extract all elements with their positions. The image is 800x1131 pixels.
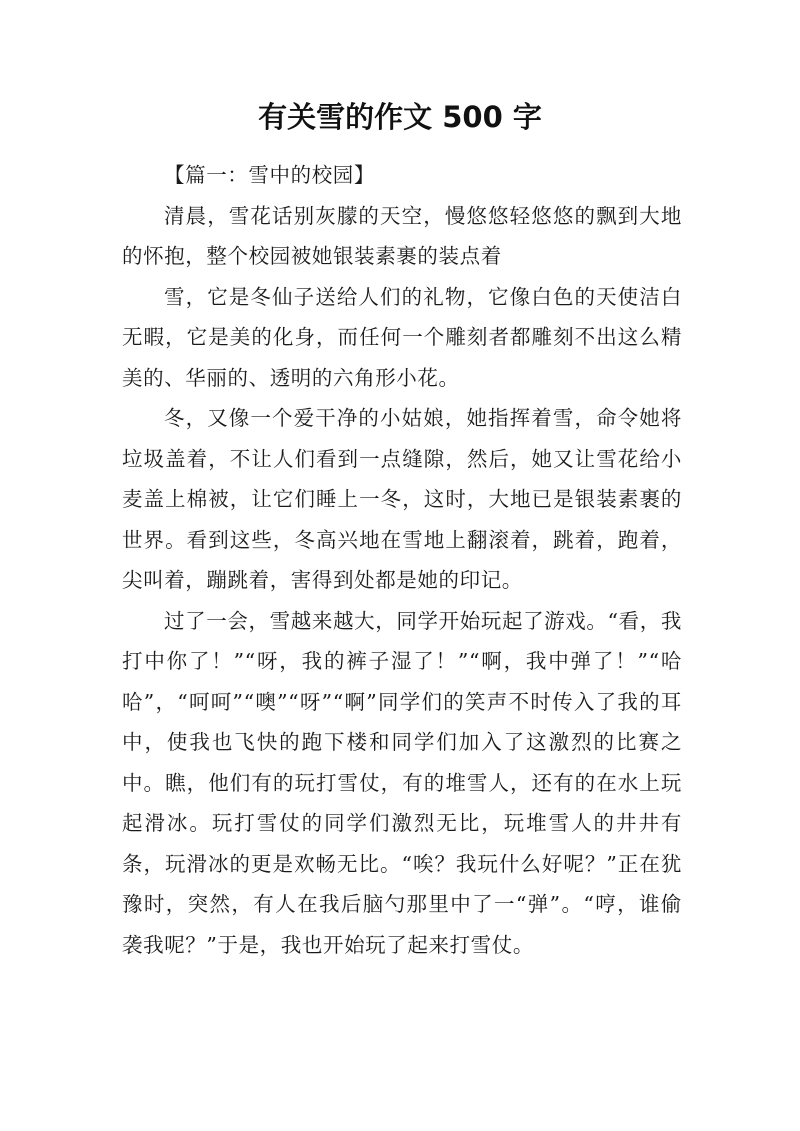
paragraph-4: 过了一会，雪越来越大，同学开始玩起了游戏。“看，我打中你了！”“呀，我的裤子湿了！”“啊，我中弹了！”“哈哈”，“呵呵”“噢”“呀”“啊”同学们的笑声不时传入了我的耳中，使我也飞快的跑下楼和同学们加入了这激烈的比赛之中。瞧，他们有的玩打雪仗，有的堆雪人，还有的在水上玩起滑冰。玩打雪仗的同学们激烈无比，玩堆雪人的井井有条，玩滑冰的更是欢畅无比。“唉？我玩什么好呢？”正在犹豫时，突然，有人在我后脑勺那里中了一“弹”。“哼，谁偷袭我呢？”于是，我也开始玩了起来打雪仗。 <box>122 608 682 957</box>
paragraph-3: 冬，又像一个爱干净的小姑娘，她指挥着雪，命令她将垃圾盖着，不让人们看到一点缝隙，然后，她又让雪花给小麦盖上棉被，让它们睡上一冬，这时，大地已是银装素裹的世界。看到这些，冬高兴地在雪地上翻滚着，跳着，跑着，尖叫着，蹦跳着，害得到处都是她的印记。 <box>122 406 682 592</box>
document-title: 有关雪的作文 500 字 <box>258 100 542 134</box>
document-body <box>122 155 682 965</box>
section-heading: 【篇一：雪中的校园】 <box>164 163 375 187</box>
paragraph-1: 清晨，雪花话别灰朦的天空，慢悠悠轻悠悠的飘到大地的怀抱，整个校园被她银装素裹的装点着 <box>122 203 682 268</box>
paragraph-2: 雪，它是冬仙子送给人们的礼物，它像白色的天使洁白无暇，它是美的化身，而任何一个雕刻者都雕刻不出这么精美的、华丽的、透明的六角形小花。 <box>122 284 682 390</box>
